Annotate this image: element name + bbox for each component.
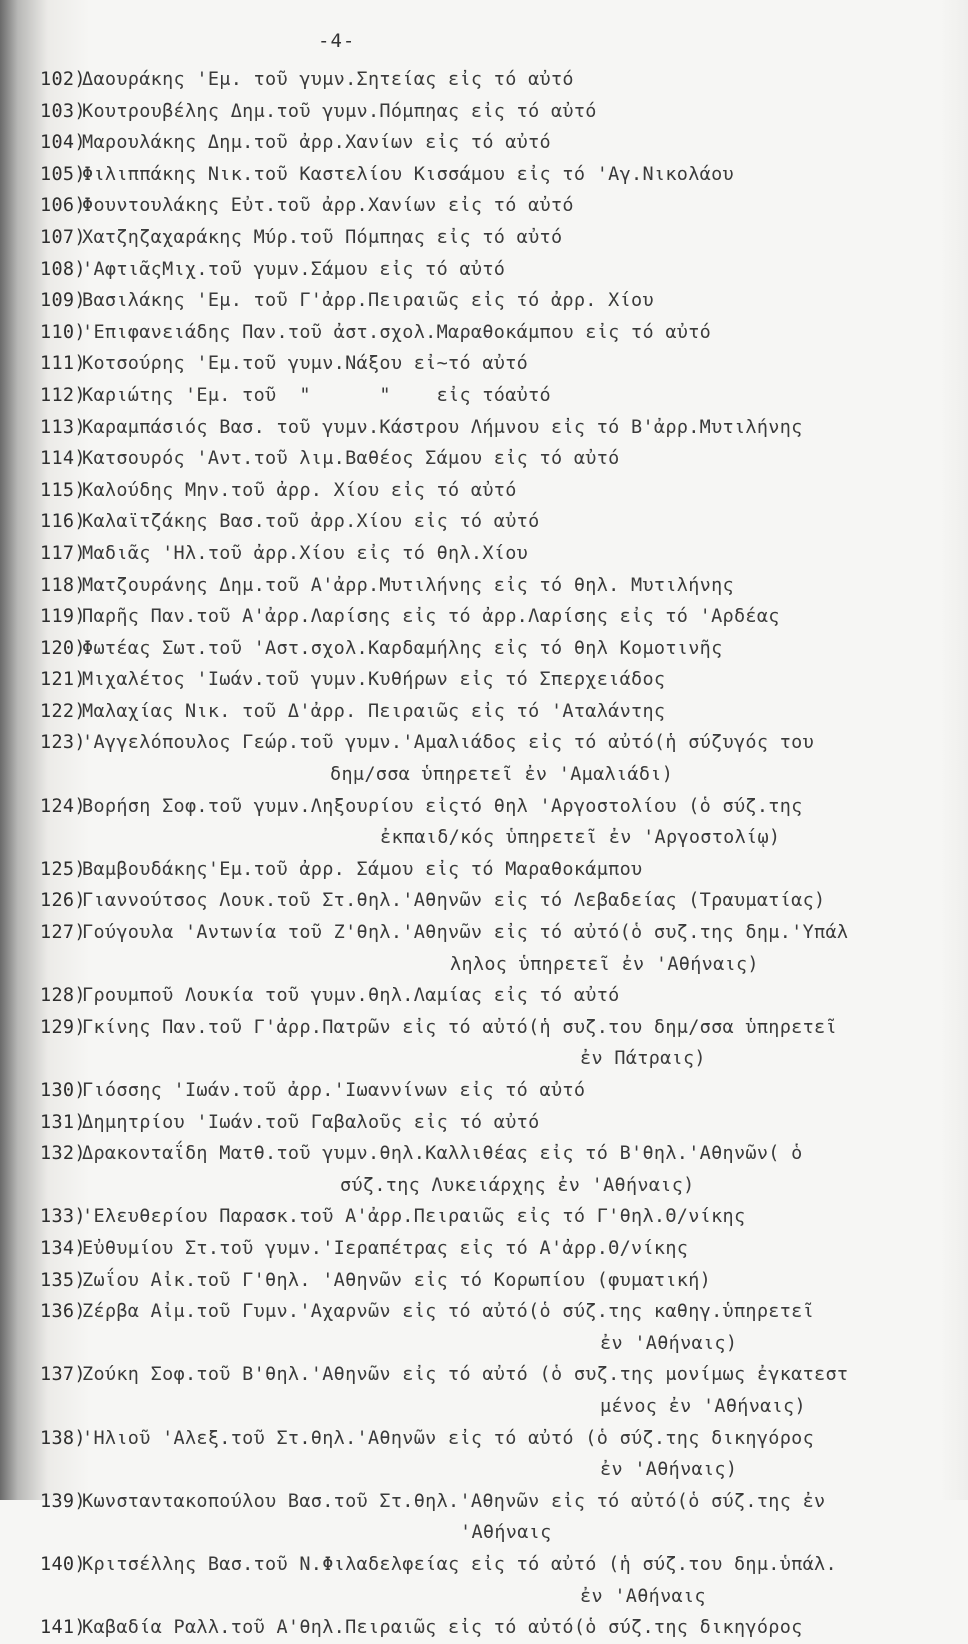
- entry-number: 111): [40, 353, 86, 375]
- list-item: [0, 348, 968, 380]
- list-item: [0, 96, 968, 128]
- list-item: [0, 885, 968, 917]
- entry-text: Βασιλάκης 'Εμ. τοῦ Γ'ἀρρ.Πειραιῶς εἰς τό ἀρρ. Χίου: [82, 290, 654, 312]
- entry-text: Εὐθυμίου Στ.τοῦ γυμν.'Ιεραπέτρας εἰς τό Α'ἀρρ.Θ/νίκης: [82, 1237, 689, 1259]
- entry-continuation-text: σύζ.της Λυκειάρχης ἐν 'Αθήναις): [340, 1174, 695, 1196]
- entry-number: 139): [40, 1490, 86, 1512]
- entry-number: 125): [40, 858, 86, 880]
- entry-number: 104): [40, 132, 86, 154]
- list-item: [0, 696, 968, 728]
- entry-number: 102): [40, 69, 86, 90]
- entry-number: 131): [40, 1111, 86, 1133]
- entry-number: 134): [40, 1237, 86, 1259]
- entry-text: Καβαδία Ραλλ.τοῦ Α'θηλ.Πειραιῶς εἰς τό αὐτό(ὁ σύζ.της δικηγόρος: [82, 1617, 803, 1639]
- list-item: [0, 506, 968, 538]
- list-item: [0, 222, 968, 254]
- list-item-continuation: [0, 1170, 968, 1202]
- entry-number: 103): [40, 100, 86, 122]
- list-item: [0, 1359, 968, 1391]
- list-item: [0, 1075, 968, 1107]
- entry-number: 123): [40, 732, 86, 754]
- entry-text: Δημητρίου 'Ιωάν.τοῦ Γαβαλοῦς εἰς τό αὐτό: [82, 1111, 540, 1133]
- entry-text: Φουντουλάκης Εὐτ.τοῦ ἀρρ.Χανίων εἰς τό αὐτό: [82, 195, 574, 217]
- list-item: [0, 285, 968, 317]
- entry-text: Γκίνης Παν.τοῦ Γ'ἀρρ.Πατρῶν εἰς τό αὐτό(ἡ συζ.του δημ/σσα ὑπηρετεῖ: [82, 1016, 837, 1038]
- list-item: [0, 727, 968, 759]
- entry-text: 'Επιφανειάδης Παν.τοῦ ἀστ.σχολ.Μαραθοκάμπου εἰς τό αὐτό: [82, 321, 712, 343]
- entry-text: Ζωΐου Αἰκ.τοῦ Γ'θηλ. 'Αθηνῶν εἰς τό Κορωπίου (φυματική): [82, 1269, 712, 1291]
- entry-continuation-text: ἐν 'Αθήναις): [600, 1459, 738, 1481]
- entry-number: 128): [40, 985, 86, 1007]
- list-item-continuation: [0, 1391, 968, 1423]
- entry-text: Φιλιππάκης Νικ.τοῦ Καστελίου Κισσάμου εἰς τό 'Αγ.Νικολάου: [82, 163, 734, 185]
- entry-continuation-text: ληλος ὑπηρετεῖ ἐν 'Αθήναις): [450, 953, 759, 975]
- list-item: [0, 854, 968, 886]
- entry-continuation-text: ἐν Πάτραις): [580, 1048, 706, 1070]
- list-item-continuation: [0, 1581, 968, 1613]
- entry-text: Γιόσσης 'Ιωάν.τοῦ ἀρρ.'Ιωαννίνων εἰς τό αὐτό: [82, 1080, 586, 1101]
- entry-number: 124): [40, 795, 86, 817]
- entry-continuation-text: ἐκπαιδ/κός ὑπηρετεῖ ἐν 'Αργοστολίῳ): [380, 827, 781, 849]
- list-item: [0, 1138, 968, 1170]
- entry-continuation-text: δημ/σσα ὑπηρετεῖ ἐν 'Αμαλιάδι): [330, 764, 674, 786]
- entry-number: 108): [40, 258, 86, 280]
- entry-number: 117): [40, 542, 86, 564]
- entry-number: 113): [40, 416, 86, 438]
- entry-text: Βορήση Σοφ.τοῦ γυμν.Ληξουρίου εἰςτό θηλ 'Αργοστολίου (ὁ σύζ.της: [82, 795, 803, 817]
- entry-text: Δαουράκης 'Εμ. τοῦ γυμν.Σητείας εἰς τό αὐτό: [82, 69, 574, 90]
- entry-text: Καλούδης Μην.τοῦ ἀρρ. Χίου εἰς τό αὐτό: [82, 479, 517, 501]
- entry-text: 'Ελευθερίου Παρασκ.τοῦ Α'ἀρρ.Πειραιῶς εἰς τό Γ'θηλ.Θ/νίκης: [82, 1206, 746, 1228]
- list-item: [0, 1423, 968, 1455]
- entry-number: 105): [40, 163, 86, 185]
- entry-number: 135): [40, 1269, 86, 1291]
- entry-text: Παρῆς Παν.τοῦ Α'ἀρρ.Λαρίσης εἰς τό ἀρρ.Λαρίσης εἰς τό 'Αρδέας: [82, 606, 780, 628]
- entry-text: Καραμπάσιός Βασ. τοῦ γυμν.Κάστρου Λήμνου εἰς τό Β'ἀρρ.Μυτιλήνης: [82, 416, 803, 438]
- entry-text: Κριτσέλλης Βασ.τοῦ Ν.Φιλαδελφείας εἰς τό αὐτό (ἡ σύζ.του δημ.ὑπάλ.: [82, 1553, 837, 1575]
- entry-text: Καλαϊτζάκης Βασ.τοῦ ἀρρ.Χίου εἰς τό αὐτό: [82, 511, 540, 533]
- entry-text: Γρουμποῦ Λουκία τοῦ γυμν.θηλ.Λαμίας εἰς τό αὐτό: [82, 985, 620, 1007]
- entry-number: 116): [40, 511, 86, 533]
- entry-number: 120): [40, 637, 86, 659]
- list-item-continuation: [0, 759, 968, 791]
- entry-text: Κοτσούρης 'Εμ.τοῦ γυμν.Νάξου εἰ~τό αὐτό: [82, 353, 529, 375]
- entry-text: Κατσουρός 'Αντ.τοῦ λιμ.Βαθέος Σάμου εἰς τό αὐτό: [82, 448, 620, 470]
- list-item: [0, 1012, 968, 1044]
- page-number: -4-: [318, 30, 356, 52]
- entry-number: 106): [40, 195, 86, 217]
- list-item: [0, 64, 968, 96]
- list-item: [0, 1486, 968, 1518]
- list-item: [0, 1265, 968, 1297]
- list-item-continuation: [0, 1454, 968, 1486]
- list-item: [0, 538, 968, 570]
- entry-text: 'Ηλιοῦ 'Αλεξ.τοῦ Στ.θηλ.'Αθηνῶν εἰς τό αὐτό (ὁ σύζ.της δικηγόρος: [82, 1427, 815, 1449]
- entry-number: 138): [40, 1427, 86, 1449]
- list-item: [0, 633, 968, 665]
- entry-number: 130): [40, 1080, 86, 1101]
- entry-continuation-text: ἐν 'Αθήναις: [580, 1585, 706, 1607]
- entry-number: 110): [40, 321, 86, 343]
- entry-text: Μαδιᾶς 'Ηλ.τοῦ ἀρρ.Χίου εἰς τό θηλ.Χίου: [82, 542, 529, 564]
- list-item: [0, 1201, 968, 1233]
- entry-text: Χατζηζαχαράκης Μύρ.τοῦ Πόμπηας εἰς τό αὐτό: [82, 226, 563, 248]
- entry-number: 115): [40, 479, 86, 501]
- list-item-continuation: [0, 1043, 968, 1075]
- entry-number: 133): [40, 1206, 86, 1228]
- entry-number: 109): [40, 290, 86, 312]
- list-item: [0, 601, 968, 633]
- entry-text: 'ΑφτιᾶςΜιχ.τοῦ γυμν.Σάμου εἰς τό αὐτό: [82, 258, 506, 280]
- entry-number: 141): [40, 1617, 86, 1639]
- entry-text: Ζούκη Σοφ.τοῦ Β'θηλ.'Αθηνῶν εἰς τό αὐτό (ὁ συζ.της μονίμως ἐγκατεστ: [82, 1364, 849, 1386]
- list-item: [0, 190, 968, 222]
- list-item: [0, 570, 968, 602]
- list-item-continuation: [0, 1328, 968, 1360]
- entry-number: 114): [40, 448, 86, 470]
- list-item: [0, 443, 968, 475]
- entry-list: [0, 64, 968, 1644]
- entry-text: Κουτρουβέλης Δημ.τοῦ γυμν.Πόμπηας εἰς τό αὐτό: [82, 100, 597, 122]
- entry-text: 'Αγγελόπουλος Γεώρ.τοῦ γυμν.'Αμαλιάδος εἰς τό αὐτό(ἡ σύζυγός του: [82, 732, 815, 754]
- entry-text: Ματζουράνης Δημ.τοῦ Α'ἀρρ.Μυτιλήνης εἰς τό θηλ. Μυτιλήνης: [82, 574, 734, 596]
- list-item: [0, 475, 968, 507]
- list-item-continuation: [0, 949, 968, 981]
- list-item: [0, 127, 968, 159]
- list-item: [0, 1107, 968, 1139]
- list-item: [0, 159, 968, 191]
- entry-number: 137): [40, 1364, 86, 1386]
- entry-text: Δρακονταΐδη Ματθ.τοῦ γυμν.θηλ.Καλλιθέας εἰς τό Β'θηλ.'Αθηνῶν( ὁ: [82, 1143, 803, 1165]
- entry-text: Γιαννούτσος Λουκ.τοῦ Στ.θηλ.'Αθηνῶν εἰς τό Λεβαδείας (Τραυματίας): [82, 890, 826, 912]
- entry-number: 112): [40, 384, 86, 406]
- entry-text: Γούγουλα 'Αντωνία τοῦ Ζ'θηλ.'Αθηνῶν εἰς τό αὐτό(ὁ συζ.της δημ.'Υπάλ: [82, 922, 849, 944]
- entry-number: 119): [40, 606, 86, 628]
- list-item: [0, 1549, 968, 1581]
- entry-number: 129): [40, 1016, 86, 1038]
- entry-continuation-text: 'Αθήναις: [460, 1522, 552, 1544]
- entry-number: 121): [40, 669, 86, 691]
- entry-number: 140): [40, 1553, 86, 1575]
- list-item-continuation: [0, 1517, 968, 1549]
- entry-text: Φωτέας Σωτ.τοῦ 'Αστ.σχολ.Καρδαμήλης εἰς τό θηλ Κομοτινῆς: [82, 637, 723, 659]
- list-item: [0, 254, 968, 286]
- entry-continuation-text: μένος ἐν 'Αθήναις): [600, 1395, 806, 1417]
- list-item: [0, 1612, 968, 1644]
- entry-number: 126): [40, 890, 86, 912]
- list-item-continuation: [0, 822, 968, 854]
- entry-continuation-text: ἐν 'Αθήναις): [600, 1332, 738, 1354]
- entry-number: 127): [40, 922, 86, 944]
- entry-text: Καριώτης 'Εμ. τοῦ " " εἰς τόαὐτό: [82, 384, 551, 406]
- list-item: [0, 380, 968, 412]
- entry-number: 107): [40, 226, 86, 248]
- entry-text: Βαμβουδάκης'Εμ.τοῦ ἀρρ. Σάμου εἰς τό Μαραθοκάμπου: [82, 858, 643, 880]
- entry-text: Μαρουλάκης Δημ.τοῦ ἀρρ.Χανίων εἰς τό αὐτό: [82, 132, 551, 154]
- list-item: [0, 317, 968, 349]
- entry-number: 122): [40, 700, 86, 722]
- list-item: [0, 1233, 968, 1265]
- entry-number: 136): [40, 1301, 86, 1323]
- entry-text: Κωνσταντακοπούλου Βασ.τοῦ Στ.θηλ.'Αθηνῶν εἰς τό αὐτό(ὁ σύζ.της ἐν: [82, 1490, 826, 1512]
- list-item: [0, 980, 968, 1012]
- list-item: [0, 664, 968, 696]
- entry-number: 132): [40, 1143, 86, 1165]
- list-item: [0, 412, 968, 444]
- entry-text: Μιχαλέτος 'Ιωάν.τοῦ γυμν.Κυθήρων εἰς τό Σπερχειάδος: [82, 669, 666, 691]
- entry-number: 118): [40, 574, 86, 596]
- list-item: [0, 791, 968, 823]
- entry-text: Ζέρβα Αἰμ.τοῦ Γυμν.'Αχαρνῶν εἰς τό αὐτό(ὁ σύζ.της καθηγ.ὑπηρετεῖ: [82, 1301, 815, 1323]
- list-item: [0, 1296, 968, 1328]
- entry-text: Μαλαχίας Νικ. τοῦ Δ'ἀρρ. Πειραιῶς εἰς τό 'Αταλάντης: [82, 700, 666, 722]
- list-item: [0, 917, 968, 949]
